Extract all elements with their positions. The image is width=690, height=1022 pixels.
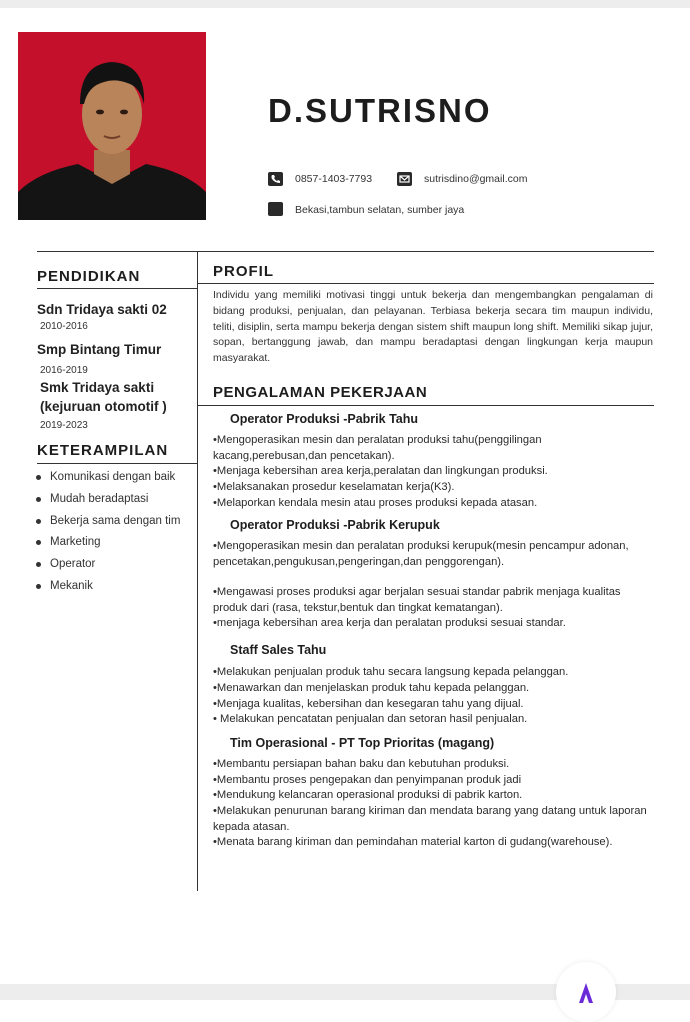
email-icon	[397, 172, 412, 186]
job-duty: •Membantu persiapan bahan baku dan kebutuhan produksi.	[213, 758, 510, 770]
location-icon	[268, 202, 283, 216]
job-duty: •Mendukung kelancaran operasional produksi di pabrik karton.	[213, 789, 523, 801]
job-duty: •Menjaga kualitas, kebersihan dan kesegaran tahu yang dijual.	[213, 698, 524, 710]
email-address: sutrisdino@gmail.com	[424, 173, 528, 185]
skill-item: Mudah beradaptasi	[34, 492, 194, 506]
column-divider	[197, 251, 198, 891]
education-title: PENDIDIKAN	[37, 268, 141, 285]
job-duty: •Melakukan penurunan barang kiriman dan mendata barang yang datang untuk laporan kepada atasan.	[213, 805, 647, 833]
skill-item: Bekerja sama dengan tim	[34, 514, 194, 528]
phone-icon	[268, 172, 283, 186]
job-duty: •Membantu proses pengepakan dan penyimpanan produk jadi	[213, 774, 522, 786]
education-underline	[37, 288, 197, 289]
job-duty: •Melaksanakan prosedur keselamatan kerja(K3).	[213, 481, 455, 493]
job-duty: •menjaga kebersihan area kerja dan peralatan produksi sesuai standar.	[213, 617, 566, 629]
top-bar	[0, 0, 690, 8]
address: Bekasi,tambun selatan, sumber jaya	[295, 204, 465, 216]
profile-title: PROFIL	[213, 263, 274, 280]
profile-underline	[197, 283, 654, 284]
job-duty: • Melakukan pencatatan penjualan dan setoran hasil penjualan.	[213, 713, 528, 725]
job-title: Tim Operasional - PT Top Prioritas (magang)	[230, 736, 495, 750]
job-duty: •Mengoperasikan mesin dan peralatan produksi kerupuk(mesin pencampur adonan, pencetakan,pengukusan,pengeringan,dan penggorengan).	[213, 540, 629, 568]
skills-underline	[37, 463, 197, 464]
app-logo-icon	[578, 982, 594, 1004]
candidate-name: D.SUTRISNO	[268, 92, 492, 129]
job-title: Operator Produksi -Pabrik Tahu	[230, 412, 419, 426]
job-duty: •Menjaga kebersihan area kerja,peralatan dan lingkungan produksi.	[213, 465, 548, 477]
education-years: 2016-2019	[40, 365, 88, 376]
profile-photo	[18, 32, 206, 220]
skills-list	[34, 470, 194, 593]
job-duty: •Menawarkan dan menjelaskan produk tahu kepada pelanggan.	[213, 682, 530, 694]
education-school-detail: (kejuruan otomotif )	[40, 399, 167, 414]
job-duty: •Menata barang kiriman dan pemindahan material karton di gudang(warehouse).	[213, 836, 613, 848]
education-school: Sdn Tridaya sakti 02	[37, 302, 167, 317]
skills-title: KETERAMPILAN	[37, 442, 169, 459]
job-duty: •Mengoperasikan mesin dan peralatan produksi tahu(penggilingan kacang,perebusan,dan pencetakan).	[213, 434, 542, 462]
profile-text: Individu yang memiliki motivasi tinggi untuk bekerja dan mengembangkan pengalaman di bidang produksi, penjualan, dan pelayanan. Terbiasa bekerja secara tim maupun individu, teliti, disiplin, serta mampu bekerja dengan sistem shift maupun long shift. Memiliki sikap jujur, sopan, bertanggung jawab, dan mampu beradaptasi dengan lingkungan kerja maupun masyarakat.	[213, 289, 653, 365]
app-logo-button[interactable]	[556, 962, 616, 1022]
education-school: Smp Bintang Timur	[37, 342, 162, 357]
education-years: 2019-2023	[40, 420, 88, 431]
job-title: Staff Sales Tahu	[230, 643, 327, 657]
job-duty: •Mengawasi proses produksi agar berjalan sesuai standar pabrik menjaga kualitas produk dari (rasa, tekstur,bentuk dan tingkat kematangan).	[213, 586, 621, 614]
skill-item: Marketing	[34, 535, 194, 549]
experience-title: PENGALAMAN PEKERJAAN	[213, 384, 428, 401]
header-divider	[37, 251, 654, 252]
experience-underline	[197, 405, 654, 406]
job-duty: •Melaporkan kendala mesin atau proses produksi kepada atasan.	[213, 497, 538, 509]
skill-item: Operator	[34, 557, 194, 571]
education-school: Smk Tridaya sakti	[40, 380, 155, 395]
phone-number: 0857-1403-7793	[295, 173, 373, 185]
education-years: 2010-2016	[40, 321, 88, 332]
skill-item: Komunikasi dengan baik	[34, 470, 194, 484]
skill-item: Mekanik	[34, 579, 194, 593]
job-title: Operator Produksi -Pabrik Kerupuk	[230, 518, 440, 532]
job-duty: •Melakukan penjualan produk tahu secara langsung kepada pelanggan.	[213, 666, 569, 678]
